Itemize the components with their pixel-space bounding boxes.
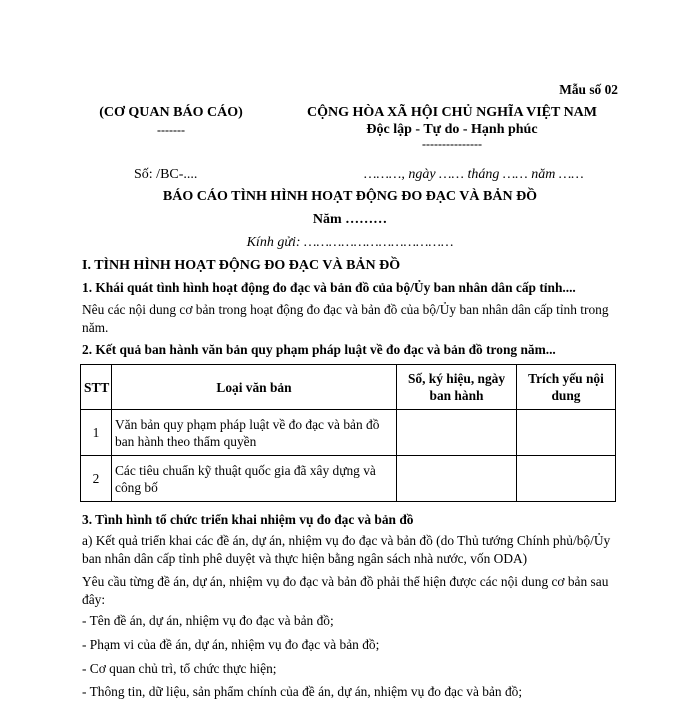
subsection-2-heading: 2. Kết quả ban hành văn bản quy phạm pháp luật về đo đạc và bản đồ trong năm... (82, 342, 556, 357)
column-header-type: Loại văn bản (112, 365, 397, 410)
subsection-1-text: Nêu các nội dung cơ bản trong hoạt động đo đạc và bản đồ của bộ/Ủy ban nhân dân cấp tỉnh trong năm. (82, 302, 609, 335)
subsection-3-paragraph-a: a) Kết quả triển khai các đề án, dự án, nhiệm vụ đo đạc và bản đồ (do Thủ tướng Chính phủ/bộ/Ủy ban nhân dân cấp tỉnh phê duyệt và thực hiện bằng ngân sách nhà nước, vốn ODA) (82, 533, 611, 566)
column-header-number: Số, ký hiệu, ngày ban hành (397, 365, 517, 410)
reporting-agency: (CƠ QUAN BÁO CÁO) (99, 105, 243, 120)
list-item: - Tên đề án, dự án, nhiệm vụ đo đạc và bản đồ; (82, 613, 334, 628)
agency-divider: ------- (157, 123, 185, 137)
motto-divider: --------------- (422, 137, 482, 151)
report-title: BÁO CÁO TÌNH HÌNH HOẠT ĐỘNG ĐO ĐẠC VÀ BẢN ĐỒ (162, 189, 538, 204)
section-1-heading: I. TÌNH HÌNH HOẠT ĐỘNG ĐO ĐẠC VÀ BẢN ĐỒ (82, 258, 401, 273)
subsection-3-requirement: Yêu cầu từng đề án, dự án, nhiệm vụ đo đạc và bản đồ phải thể hiện được các nội dung cơ bản sau đây: (82, 574, 609, 607)
report-year: Năm ……… (312, 212, 388, 227)
cell-summary (517, 410, 616, 456)
national-title: CỘNG HÒA XÃ HỘI CHỦ NGHĨA VIỆT NAM (306, 105, 597, 120)
table-header-row (81, 365, 616, 410)
cell-summary (517, 456, 616, 502)
legal-documents-table (80, 364, 616, 502)
column-header-stt: STT (81, 365, 112, 410)
cell-number (397, 456, 517, 502)
cell-type: Các tiêu chuẩn kỹ thuật quốc gia đã xây dựng và công bố (112, 456, 397, 502)
form-number: Mẫu số 02 (559, 82, 618, 97)
cell-stt: 2 (81, 456, 112, 502)
recipient-line: Kính gửi: ……………………………… (246, 235, 454, 250)
cell-stt: 1 (81, 410, 112, 456)
column-header-summary: Trích yếu nội dung (517, 365, 616, 410)
list-item: - Phạm vi của đề án, dự án, nhiệm vụ đo đạc và bản đồ; (82, 637, 380, 652)
cell-type: Văn bản quy phạm pháp luật về đo đạc và bản đồ ban hành theo thẩm quyền (112, 410, 397, 456)
national-motto: Độc lập - Tự do - Hạnh phúc (366, 122, 538, 137)
place-and-date: ………, ngày …… tháng …… năm …… (364, 167, 584, 182)
list-item: - Thông tin, dữ liệu, sản phẩm chính của đề án, dự án, nhiệm vụ đo đạc và bản đồ; (82, 684, 523, 699)
cell-number (397, 410, 517, 456)
document-number: Số: /BC-.... (134, 167, 198, 182)
subsection-1-heading: 1. Khái quát tình hình hoạt động đo đạc và bản đồ của bộ/Ủy ban nhân dân cấp tỉnh.... (82, 280, 576, 295)
table-row (81, 410, 616, 456)
table-row (81, 456, 616, 502)
subsection-3-heading: 3. Tình hình tổ chức triển khai nhiệm vụ đo đạc và bản đồ (82, 512, 414, 527)
list-item: - Cơ quan chủ trì, tổ chức thực hiện; (82, 661, 277, 676)
